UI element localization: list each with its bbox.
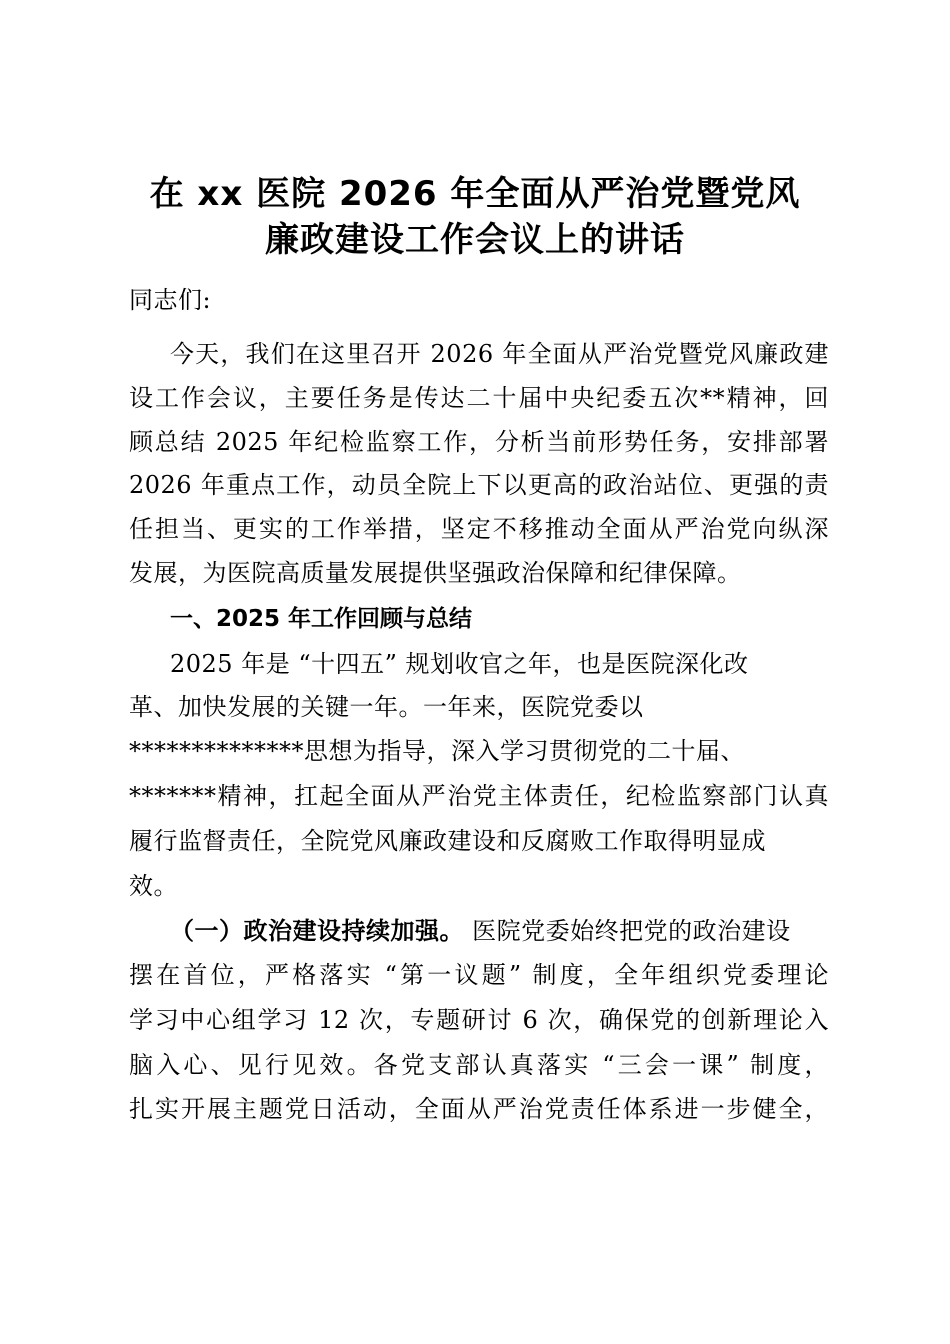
intro-line-6: 发展，为医院高质量发展提供坚强政治保障和纪律保障。 bbox=[129, 559, 742, 587]
section1-line-4: *******精神，扛起全面从严治党主体责任，纪检监察部门认真 bbox=[129, 782, 829, 810]
subsection-label-1: （一）政治建设持续加强。 bbox=[170, 916, 464, 945]
intro-line-4: 2026 年重点工作，动员全院上下以更高的政治站位、更强的责 bbox=[129, 471, 829, 499]
subsection1-line-3: 学习中心组学习 12 次，专题研讨 6 次，确保党的创新理论入 bbox=[129, 1006, 829, 1034]
section-heading-1: 一、2025 年工作回顾与总结 bbox=[170, 606, 473, 632]
salutation: 同志们: bbox=[129, 286, 212, 314]
intro-line-2: 设工作会议，主要任务是传达二十届中央纪委五次**精神，回 bbox=[129, 384, 829, 412]
section1-line-1: 2025 年是 “十四五” 规划收官之年，也是医院深化改 bbox=[170, 650, 749, 678]
section1-line-6: 效。 bbox=[129, 872, 178, 900]
subsection1-line-1-text: 医院党委始终把党的政治建设 bbox=[464, 917, 791, 945]
subsection1-line-2: 摆在首位，严格落实 “第一议题” 制度，全年组织党委理论 bbox=[129, 961, 829, 989]
subsection1-line-4: 脑入心、见行见效。各党支部认真落实 “三会一课” 制度， bbox=[129, 1051, 829, 1079]
document-title-line-1: 在 xx 医院 2026 年全面从严治党暨党风 bbox=[149, 174, 801, 214]
document-title-line-2: 廉政建设工作会议上的讲话 bbox=[265, 220, 685, 260]
section1-line-5: 履行监督责任，全院党风廉政建设和反腐败工作取得明显成 bbox=[129, 827, 766, 855]
intro-line-1: 今天，我们在这里召开 2026 年全面从严治党暨党风廉政建 bbox=[170, 340, 829, 368]
intro-line-3: 顾总结 2025 年纪检监察工作，分析当前形势任务，安排部署 bbox=[129, 428, 829, 456]
subsection1-line-1 bbox=[170, 914, 791, 948]
section1-line-2: 革、加快发展的关键一年。一年来，医院党委以 bbox=[129, 693, 644, 721]
intro-line-5: 任担当、更实的工作举措，坚定不移推动全面从严治党向纵深 bbox=[129, 515, 829, 543]
section1-line-3: **************思想为指导，深入学习贯彻党的二十届、 bbox=[129, 737, 745, 765]
subsection1-line-5: 扎实开展主题党日活动，全面从严治党责任体系进一步健全， bbox=[129, 1095, 829, 1123]
